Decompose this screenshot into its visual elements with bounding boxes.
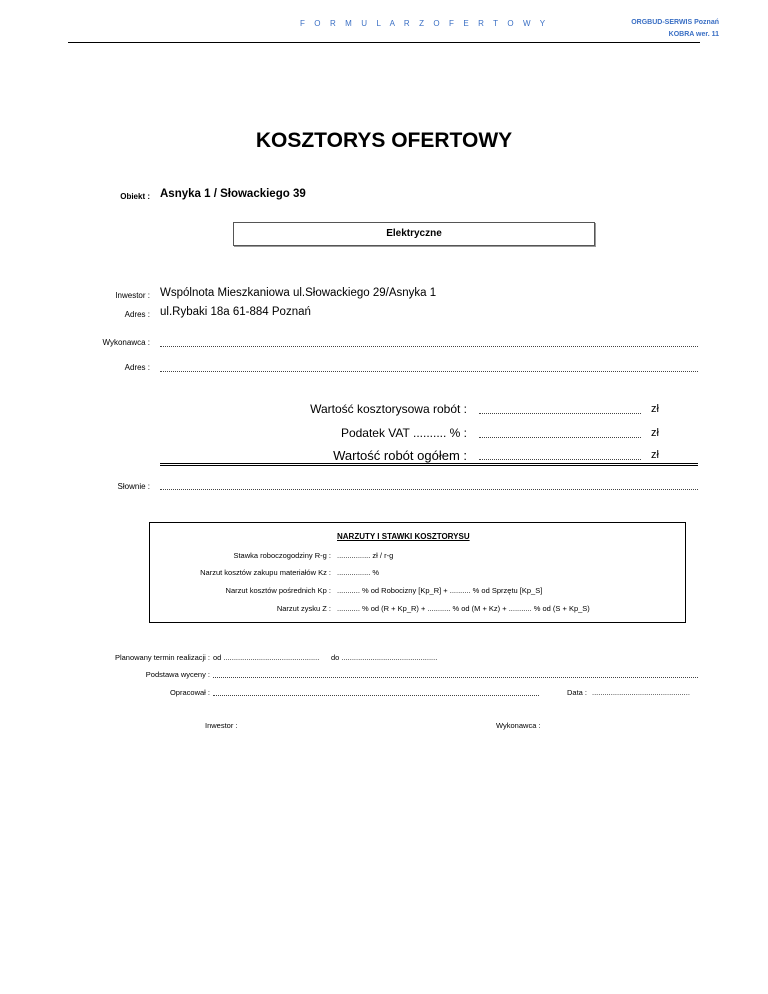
vat-currency: zł xyxy=(651,427,659,439)
profit-markup-value[interactable]: ........... % od (R + Kp_R) + ........... % od (M + Kz) + ........... % od (S + Kp_S) xyxy=(337,604,590,613)
contractor-address-label: Adres : xyxy=(124,363,150,372)
investor-address-value: ul.Rybaki 18a 61-884 Poznań xyxy=(160,306,311,318)
rates-title: NARZUTY I STAWKI KOSZTORYSU xyxy=(337,532,470,541)
object-label: Obiekt : xyxy=(120,192,150,201)
total-field[interactable] xyxy=(479,459,641,460)
term-label: Planowany termin realizacji : xyxy=(114,653,210,662)
labor-rate-value[interactable]: ................ zł / r-g xyxy=(337,551,394,560)
branch-label: Elektryczne xyxy=(386,228,442,239)
date-value[interactable]: ............................................... xyxy=(592,688,690,697)
branch-box xyxy=(233,222,595,246)
header-divider xyxy=(68,42,700,43)
cost-value-label: Wartość kosztorysowa robót : xyxy=(310,402,467,416)
total-currency: zł xyxy=(651,449,659,461)
total-label: Wartość robót ogółem : xyxy=(333,448,467,463)
software-version: KOBRA wer. 11 xyxy=(668,31,719,38)
contractor-label: Wykonawca : xyxy=(102,338,150,347)
profit-markup-label: Narzut zysku Z : xyxy=(276,604,331,613)
investor-address-label: Adres : xyxy=(124,310,150,319)
vat-label: Podatek VAT .......... % : xyxy=(340,426,467,440)
purchase-markup-value[interactable]: ................ % xyxy=(337,568,380,577)
form-header-title: F O R M U L A R Z O F E R T O W Y xyxy=(300,19,549,28)
purchase-markup-label: Narzut kosztów zakupu materiałów Kz : xyxy=(200,568,331,577)
cost-value-field[interactable] xyxy=(479,413,641,414)
labor-rate-label: Stawka roboczogodziny R-g : xyxy=(233,551,331,560)
investor-value: Wspólnota Mieszkaniowa ul.Słowackiego 29/Asnyka 1 xyxy=(160,287,437,299)
object-value: Asnyka 1 / Słowackiego 39 xyxy=(160,188,306,200)
in-words-label: Słownie : xyxy=(117,482,150,491)
contractor-signature-label: Wykonawca : xyxy=(496,721,541,730)
in-words-field[interactable] xyxy=(160,489,698,490)
basis-field[interactable] xyxy=(213,677,698,678)
vat-field[interactable] xyxy=(479,437,641,438)
contractor-address-field[interactable] xyxy=(160,371,698,372)
investor-label: Inwestor : xyxy=(115,291,150,300)
company-name: ORGBUD-SERWIS Poznań xyxy=(631,19,719,26)
term-from[interactable]: od .............................................. xyxy=(213,653,320,662)
basis-label: Podstawa wyceny : xyxy=(145,670,210,679)
date-label: Data : xyxy=(567,688,588,697)
prepared-label: Opracował : xyxy=(169,688,210,697)
page-title: KOSZTORYS OFERTOWY xyxy=(255,129,513,152)
summary-double-rule xyxy=(160,463,698,466)
contractor-field[interactable] xyxy=(160,346,698,347)
cost-value-currency: zł xyxy=(651,403,659,415)
indirect-markup-label: Narzut kosztów pośrednich Kp : xyxy=(225,586,331,595)
term-to[interactable]: do .............................................. xyxy=(331,653,438,662)
investor-signature-label: Inwestor : xyxy=(205,721,238,730)
prepared-field[interactable] xyxy=(213,695,539,696)
indirect-markup-value[interactable]: ........... % od Robocizny [Kp_R] + .......... % od Sprzętu [Kp_S] xyxy=(337,586,543,595)
